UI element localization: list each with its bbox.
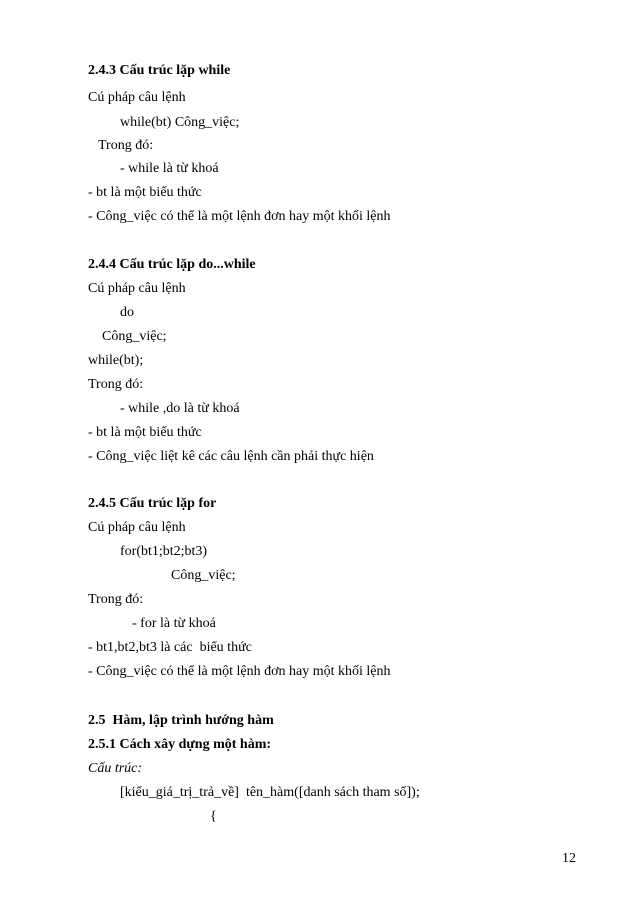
code-line: while(bt) Công_việc; — [120, 115, 240, 130]
page-number: 12 — [562, 851, 576, 866]
where-label: Trong đó: — [88, 377, 144, 392]
note-line: - Công_việc liệt kê các câu lệnh cần phải thực hiện — [88, 449, 374, 464]
syntax-label: Cú pháp câu lệnh — [88, 281, 186, 296]
note-line: - bt1,bt2,bt3 là các biểu thức — [88, 640, 252, 655]
code-line: [kiểu_giá_trị_trả_về] tên_hàm([danh sách tham số]); — [120, 785, 420, 800]
heading-2-5: 2.5 Hàm, lập trình hướng hàm — [88, 713, 274, 728]
note-line: - while ,do là từ khoá — [120, 401, 240, 416]
code-line: for(bt1;bt2;bt3) — [120, 544, 208, 559]
note-line: - for là từ khoá — [132, 616, 216, 631]
code-line: Công_việc; — [171, 568, 236, 583]
heading-2-4-4: 2.4.4 Cấu trúc lặp do...while — [88, 257, 256, 272]
heading-2-4-5: 2.4.5 Cấu trúc lặp for — [88, 496, 217, 511]
code-line: Công_việc; — [102, 329, 167, 344]
syntax-label: Cú pháp câu lệnh — [88, 90, 186, 105]
where-label: Trong đó: — [98, 138, 154, 153]
code-line: { — [210, 809, 217, 824]
syntax-label: Cú pháp câu lệnh — [88, 520, 186, 535]
heading-2-5-1: 2.5.1 Cách xây dựng một hàm: — [88, 737, 272, 752]
note-line: - Công_việc có thể là một lệnh đơn hay một khối lệnh — [88, 209, 391, 224]
note-line: - bt là một biểu thức — [88, 425, 202, 440]
note-line: - Công_việc có thể là một lệnh đơn hay một khối lệnh — [88, 664, 391, 679]
structure-label: Cấu trúc: — [88, 761, 143, 776]
where-label: Trong đó: — [88, 592, 144, 607]
heading-2-4-3: 2.4.3 Cấu trúc lặp while — [88, 63, 231, 78]
code-line: do — [120, 305, 134, 320]
code-line: while(bt); — [88, 353, 144, 368]
note-line: - while là từ khoá — [120, 161, 219, 176]
note-line: - bt là một biểu thức — [88, 185, 202, 200]
